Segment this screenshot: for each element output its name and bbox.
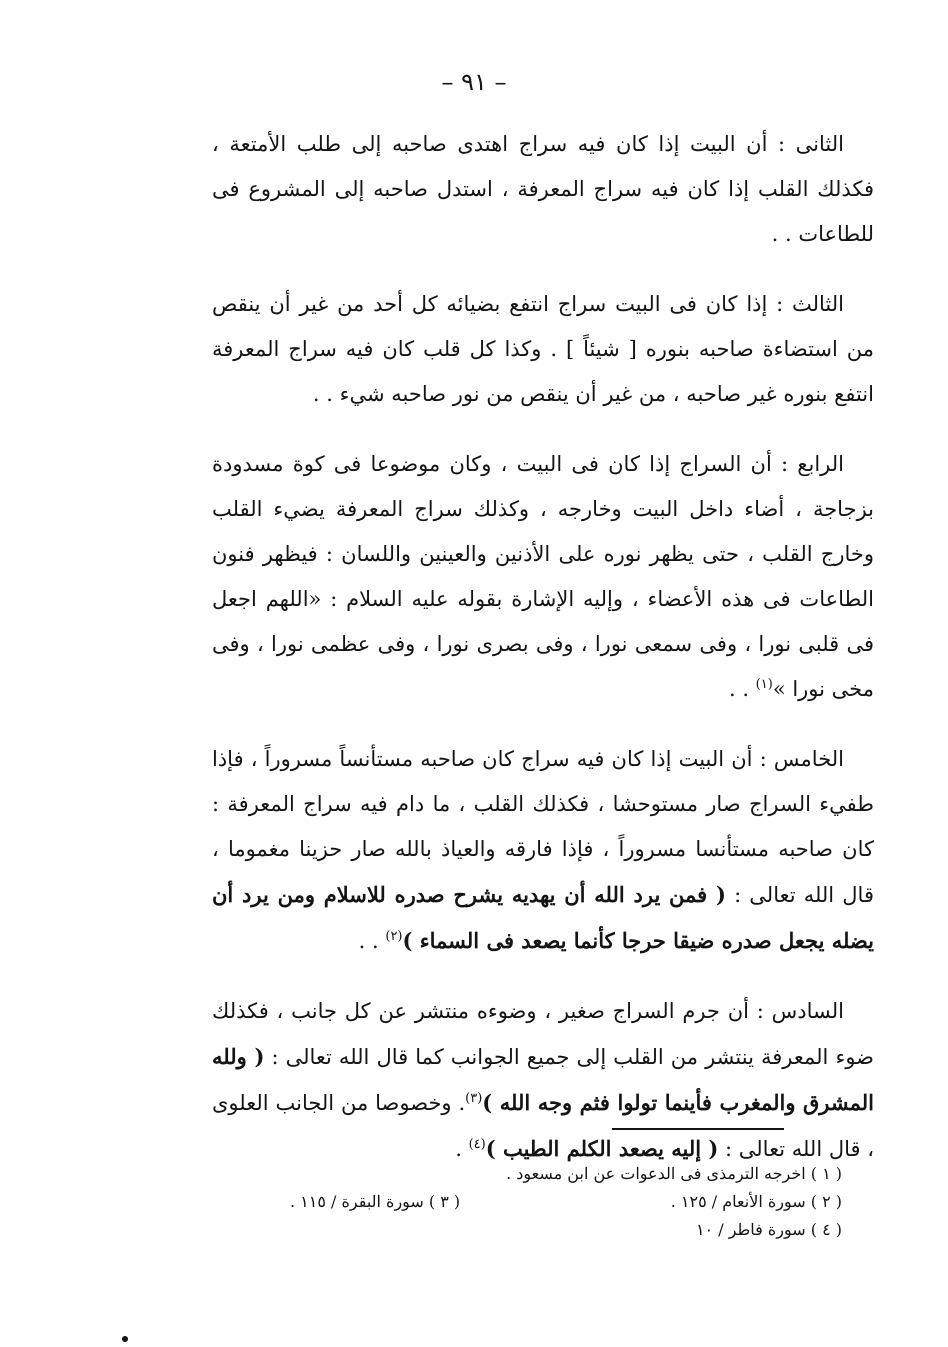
footnote-row <box>290 1188 842 1216</box>
quran-verse: ( ولله المشرق والمغرب فأينما تولوا فثم وجه الله ) <box>212 1044 874 1115</box>
paragraph-second <box>212 122 874 257</box>
paragraph-text: الخامس : أن البيت إذا كان فيه سراج كان صاحبه مستأنساً مسروراً ، فإذا طفيء السراج صار مستوحشا ، فكذلك القلب ، ما دام فيه سراج المعرفة : كان صاحبه مستأنسا مسروراً ، فإذا فارقه والعياذ بالله صار حزينا مغموما ، قال الله تعالى : <box>212 747 874 907</box>
paragraph-text: الثالث : إذا كان فى البيت سراج انتفع بضيائه كل أحد من غير أن ينقص من استضاءة صاحبه بنوره [ شيئاً ] . وكذا كل قلب كان فيه سراج المعرفة انتفع بنوره غير صاحبه ، من غير أن ينقص من نور صاحبه شيء . . <box>212 292 874 406</box>
paragraph-mid: . وخصوصا من الجانب العلوى ، قال الله تعالى : <box>212 1091 874 1161</box>
footnote-4: ( ٤ ) سورة فاطر / ١٠ <box>695 1220 842 1239</box>
paragraph-end: . <box>455 1137 469 1161</box>
paragraph-fourth <box>212 442 874 712</box>
page-number: – ٩١ – <box>441 68 507 96</box>
paragraph-end: . . <box>358 929 386 953</box>
footnote-ref: (٢) <box>385 929 403 944</box>
quran-verse: ( فمن يرد الله أن يهديه يشرح صدره للاسلام ومن يرد أن يضله يجعل صدره ضيقا حرجا كأنما يصعد فى السماء ) <box>212 882 874 953</box>
paragraph-sixth <box>212 989 874 1172</box>
footnote-3: ( ٣ ) سورة البقرة / ١١٥ . <box>290 1192 461 1211</box>
scan-mark <box>122 1336 128 1342</box>
paragraph-third <box>212 282 874 417</box>
paragraph-text: الرابع : أن السراج إذا كان فى البيت ، وكان موضوعا فى كوة مسدودة بزجاجة ، أضاء داخل البيت وخارجه ، وكذلك سراج المعرفة يضيء القلب وخارج القلب ، حتى يظهر نوره على الأذنين والعينين واللسان : فيظهر فنون الطاعات فى هذه الأعضاء ، وإليه الإشارة بقوله عليه السلام : «اللهم اجعل فى قلبى نورا ، وفى سمعى نورا ، وفى بصرى نورا ، وفى عظمى نورا ، وفى مخى نورا » <box>212 452 874 701</box>
footnote-ref: (١) <box>755 677 773 692</box>
paragraph-text: السادس : أن جرم السراج صغير ، وضوءه منتشر عن كل جانب ، فكذلك ضوء المعرفة ينتشر من القلب إلى جميع الجوانب كما قال الله تعالى : <box>212 999 874 1069</box>
paragraph-text: الثانى : أن البيت إذا كان فيه سراج اهتدى صاحبه إلى طلب الأمتعة ، فكذلك القلب إذا كان فيه سراج المعرفة ، استدل صاحبه إلى المشروع فى للطاعات . . <box>212 132 874 246</box>
paragraph-fifth <box>212 737 874 964</box>
quran-verse: ( إليه يصعد الكلم الطيب ) <box>485 1136 719 1161</box>
paragraph-end: . . <box>728 677 756 701</box>
body-text <box>212 122 874 1197</box>
footnote-2: ( ٢ ) سورة الأنعام / ١٢٥ . <box>670 1192 842 1211</box>
footnote-1: ( ١ ) اخرجه الترمذى فى الدعوات عن ابن مسعود . <box>506 1164 842 1183</box>
footnote-separator <box>612 1128 784 1130</box>
footnote-ref: (٣) <box>465 1091 483 1106</box>
footnote-ref: (٤) <box>468 1137 486 1152</box>
footnotes <box>290 1160 842 1244</box>
